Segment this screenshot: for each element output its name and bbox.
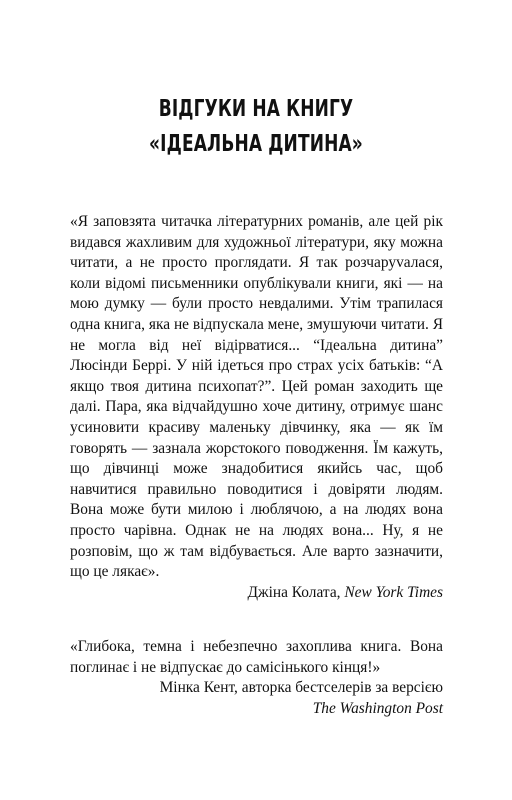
review-2-quote-block [70,637,443,678]
title-line-1: ВІДГУКИ НА КНИГУ [158,96,354,122]
review-1-quote: «Я заповзята читачка літературних романів, але цей рік видався жахливим для художньої літератури, яку можна читати, а не просто проглядати. Я так розчаруvалася, коли відомі письменники опублікували книги, які — на мою думку — були просто невдалими. Утім трапилася одна книга, яка не відпускала мене, змушуючи читати. Я не могла від неї відірватися... “Ідеальна дитина” Люсінди Беррі. У ній ідеться про страх усіх батьків: “А якщо твоя дитина психопат?”. Цей роман заходить ще далі. Пара, яка відчайдушно хоче дитину, отримує шанс усиновити красиву маленьку дівчинку, яка — як їм говорять — зазнала жорстокого поводження. Їм кажуть, що дівчинці може знадобитися якийсь час, щоб навчитися правильно поводитися і довіряти людям. Вона може бути милою і люблячою, а на людях вона просто чарівна. Однак не на людях вона... Ну, я не розповім, що ж там відбувається. Але варто зазначити, що це лякає». [70,213,443,581]
page-title [67,92,446,162]
review-2 [70,637,443,719]
review-2-quote: «Глибока, темна і небезпечно захоплива книга. Вона поглинає і не відпускає до самісінького кінця!» [70,638,443,676]
review-1 [70,212,443,603]
review-1-author: Джіна Колата, [247,583,345,601]
review-2-author: Мінка Кент, авторка бестселерів за версією [159,679,443,697]
review-1-quote-block [70,212,443,583]
review-1-source: New York Times [344,583,443,601]
review-1-attribution [70,583,443,604]
review-2-source: The Washington Post [312,699,443,717]
review-2-source-line [70,699,443,720]
title-line-2: «ІДЕАЛЬНА ДИТИНА» [149,131,363,157]
